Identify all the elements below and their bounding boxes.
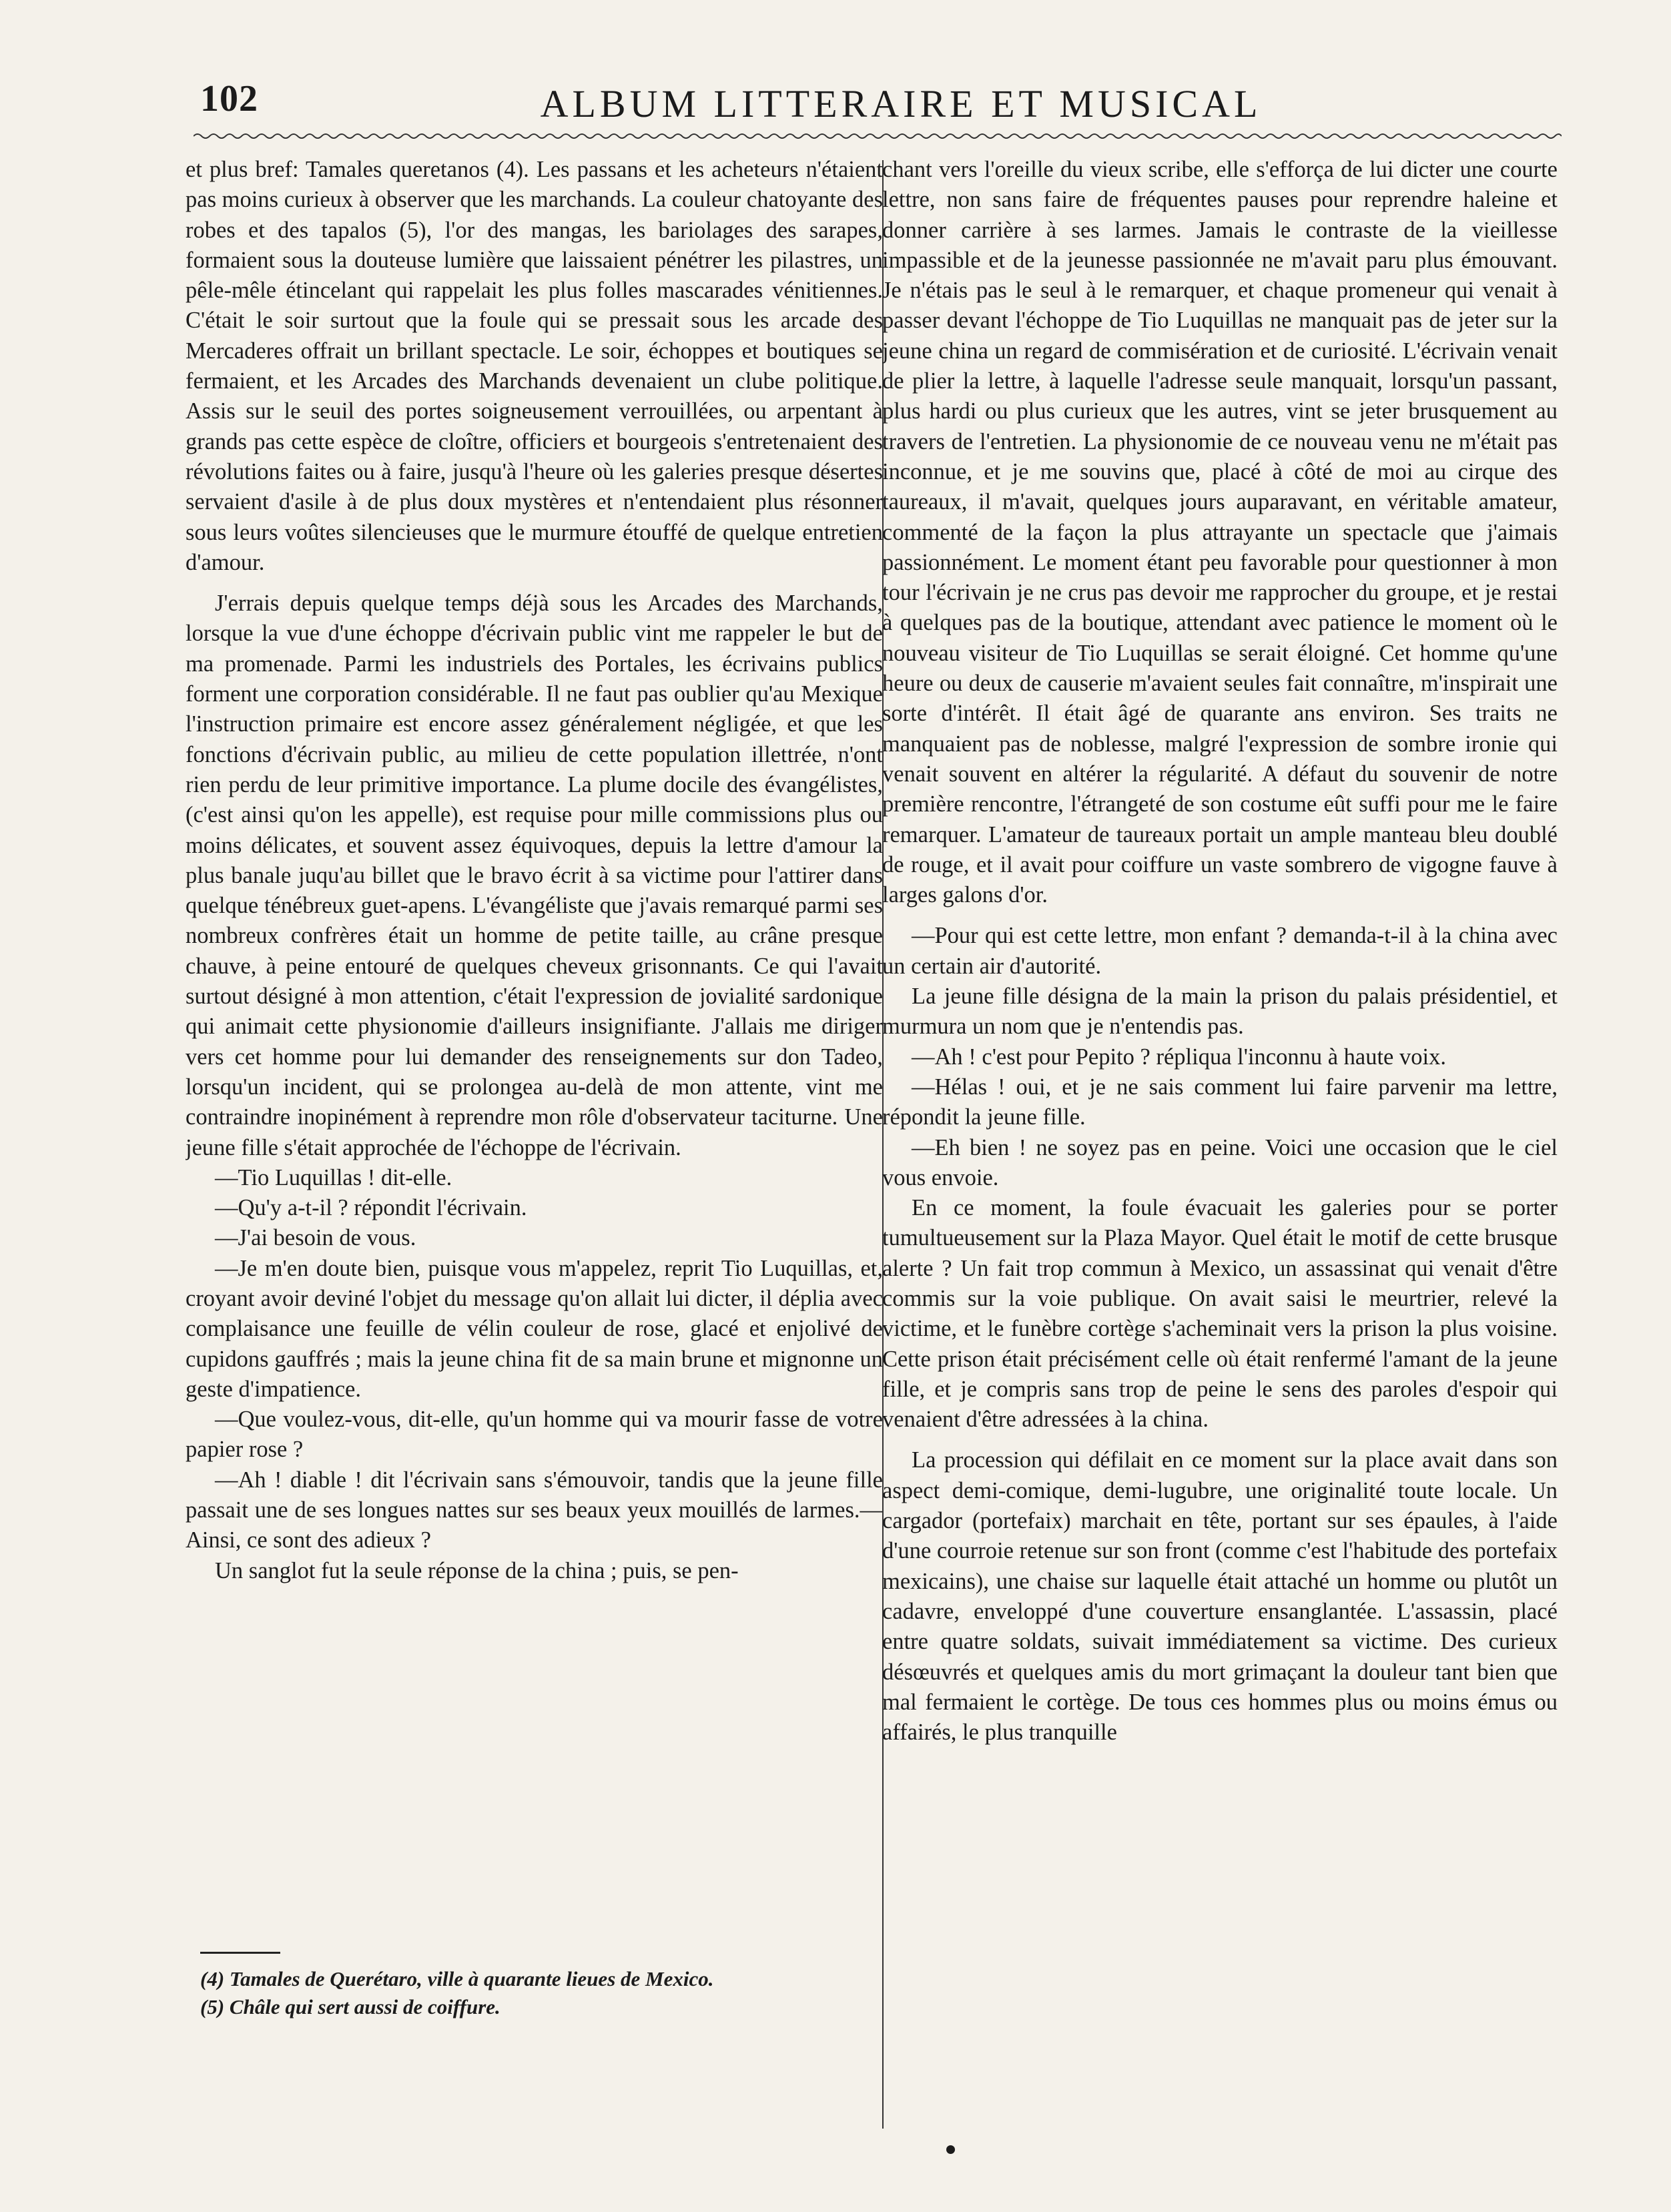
paragraph: Un sanglot fut la seule réponse de la china ; puis, se pen- bbox=[215, 1557, 739, 1583]
dialogue-line: —Je m'en doute bien, puisque vous m'appelez, reprit Tio Luquillas, et, croyant avoir deviné l'objet du message qu'on allait lui dicter, il déplia avec complaisance une feuille de vélin couleur de rose, glacé et enjolivé de cupidons gauffrés ; mais la jeune china fit de sa main brune et mignonne un geste d'impatience. bbox=[186, 1255, 883, 1402]
dialogue-line: —Eh bien ! ne soyez pas en peine. Voici une occasion que le ciel vous envoie. bbox=[882, 1134, 1558, 1190]
dialogue-line: —Qu'y a-t-il ? répondit l'écrivain. bbox=[215, 1195, 527, 1221]
ink-dot bbox=[946, 2145, 955, 2154]
dialogue-line: —Hélas ! oui, et je ne sais comment lui faire parvenir ma lettre, répondit la jeune fille. bbox=[882, 1074, 1558, 1130]
paragraph: En ce moment, la foule évacuait les galeries pour se porter tumultueusement sur la Plaza Mayor. Quel était le motif de cette brusque alerte ? Un fait trop commun à Mexico, un assassinat qui venait d'être commis sur la voie publique. On avait saisi le meurtrier, relevé la victime, et le funèbre cortège s'acheminait vers la prison la plus voisine. Cette prison était précisément celle où était renfermé l'amant de la jeune fille, et je compris sans trop de peine le sens des paroles d'espoir qui venaient d'être adressées à la china. bbox=[882, 1195, 1558, 1433]
dialogue-line: —J'ai besoin de vous. bbox=[215, 1225, 416, 1251]
paragraph: La procession qui défilait en ce moment sur la place avait dans son aspect demi-comique, demi-lugubre, une originalité toute locale. Un cargador (portefaix) marchait en tête, portant sur ses épaules, à l'aide d'une courroie retenue sur son front (comme c'est l'habitude des portefaix mexicains), une chaise sur laquelle était attaché un homme ou plutôt un cadavre, enveloppé d'une couverture ensanglantée. L'assassin, placé entre quatre soldats, suivait immédiatement sa victime. Des curieux désœuvrés et quelques amis du mort grimaçant la douleur tant bien que mal fermaient le cortège. De tous ces hommes plus ou moins émus ou affairés, le plus tranquille bbox=[882, 1447, 1558, 1746]
dialogue-line: —Tio Luquillas ! dit-elle. bbox=[215, 1164, 452, 1190]
left-column bbox=[186, 155, 883, 1943]
paragraph: chant vers l'oreille du vieux scribe, elle s'efforça de lui dicter une courte lettre, non sans faire de fréquentes pauses pour reprendre haleine et donner carrière à ses larmes. Jamais le contraste de la vieillesse impassible et de la jeunesse passionnée ne m'avait paru plus émouvant. Je n'étais pas le seul à le remarquer, et chaque promeneur qui venait à passer devant l'échoppe de Tio Luquillas ne manquait pas de jeter sur la jeune china un regard de commisération et de curiosité. L'écrivain venait de plier la lettre, à laquelle l'adresse seule manquait, lorsqu'un passant, plus hardi ou plus curieux que les autres, vint se jeter brusquement au travers de l'entretien. La physionomie de ce nouveau venu ne m'était pas inconnue, et je me souvins que, placé à côté de moi au cirque des taureaux, il m'avait, quelques jours auparavant, en véritable amateur, commenté de la façon la plus attrayante un spectacle que j'aimais passionnément. Le moment étant peu favorable pour questionner à mon tour l'écrivain je ne crus pas devoir me rapprocher du groupe, et je restai à quelques pas de la boutique, attendant avec patience le moment où le nouveau visiteur de Tio Luquillas se serait éloigné. Cet homme qu'une heure ou deux de causerie m'avaient seules fait connaître, m'inspirait une sorte d'intérêt. Il était âgé de quarante ans environ. Ses traits ne manquaient pas de noblesse, malgré l'expression de sombre ironie qui venait souvent en altérer la régularité. A défaut du souvenir de notre première rencontre, l'étrangeté de son costume eût suffi pour me le faire remarquer. L'amateur de taureaux portait un ample manteau bleu doublé de rouge, et il avait pour coiffure un vaste sombrero de vigogne fauve à larges galons d'or. bbox=[882, 157, 1558, 908]
paragraph: La jeune fille désigna de la main la prison du palais présidentiel, et murmura un nom que je n'entendis pas. bbox=[882, 984, 1558, 1040]
dialogue-line: —Pour qui est cette lettre, mon enfant ? demanda-t-il à la china avec un certain air d'autorité. bbox=[882, 923, 1558, 979]
right-column bbox=[882, 155, 1558, 2157]
page-number: 102 bbox=[200, 78, 258, 119]
footnote: (4) Tamales de Querétaro, ville à quarante lieues de Mexico. bbox=[200, 1967, 714, 1990]
paragraph: J'errais depuis quelque temps déjà sous les Arcades des Marchands, lorsque la vue d'une échoppe d'écrivain public vint me rappeler le but de ma promenade. Parmi les industriels des Portales, les écrivains publics forment une corporation considérable. Il ne faut pas oublier qu'au Mexique l'instruction primaire est encore assez généralement négligée, et que les fonctions d'écrivain public, au milieu de cette population illettrée, n'ont rien perdu de leur primitive importance. La plume docile des évangélistes, (c'est ainsi qu'on les appelle), est requise pour mille commissions plus ou moins délicates, et souvent assez équivoques, depuis la lettre d'amour la plus banale juqu'au billet que le bravo écrit à sa victime pour l'attirer dans quelque ténébreux guet-apens. L'évangéliste que j'avais remarqué parmi ses nombreux confrères était un homme de petite taille, au crâne presque chauve, à peine entouré de quelques cheveux grisonnants. Ce qui l'avait surtout désigné à mon attention, c'était l'expression de jovialité sardonique qui animait cette physionomie d'ailleurs insignifiante. J'allais me diriger vers cet homme pour lui demander des renseignements sur don Tadeo, lorsqu'un incident, qui se prolongea au-delà de mon attente, vint me contraindre inopinément à reprendre mon rôle d'observateur taciturne. Une jeune fille s'était approchée de l'échoppe de l'écrivain. bbox=[186, 591, 883, 1160]
dialogue-line: —Ah ! diable ! dit l'écrivain sans s'émouvoir, tandis que la jeune fille passait une de ses longues nattes sur ses beaux yeux mouillés de larmes.—Ainsi, ce sont des adieux ? bbox=[186, 1467, 883, 1553]
footnote-rule bbox=[200, 1952, 280, 1954]
paragraph: et plus bref: Tamales queretanos (4). Les passans et les acheteurs n'étaient pas moins curieux à observer que les marchands. La couleur chatoyante des robes et des tapalos (5), l'or des mangas, les bariolages des sarapes, formaient sous la douteuse lumière que laissaient pénétrer les pilastres, un pêle-mêle étincelant qui rappelait les plus folles mascarades vénitiennes. C'était le soir surtout que la foule qui se pressait sous les arcade des Mercaderes offrait un brillant spectacle. Le soir, échoppes et boutiques se fermaient, et les Arcades des Marchands devenaient un clube politique. Assis sur le seuil des portes soigneusement verrouillées, ou arpentant à grands pas cette espèce de cloître, officiers et bourgeois s'entretenaient des révolutions faites ou à faire, jusqu'à l'heure où les galeries presque désertes servaient d'asile à de plus doux mystères et n'entendaient plus résonner sous leurs voûtes silencieuses que le murmure étouffé de quelque entretien d'amour. bbox=[186, 157, 883, 575]
wavy-rule bbox=[194, 132, 1562, 140]
footnote: (5) Châle qui sert aussi de coiffure. bbox=[200, 1995, 500, 2018]
footnotes bbox=[200, 1965, 881, 2021]
dialogue-line: —Ah ! c'est pour Pepito ? répliqua l'inconnu à haute voix. bbox=[912, 1044, 1446, 1070]
running-title: ALBUM LITTERAIRE ET MUSICAL bbox=[540, 82, 1262, 125]
dialogue-line: —Que voulez-vous, dit-elle, qu'un homme qui va mourir fasse de votre papier rose ? bbox=[186, 1407, 883, 1463]
